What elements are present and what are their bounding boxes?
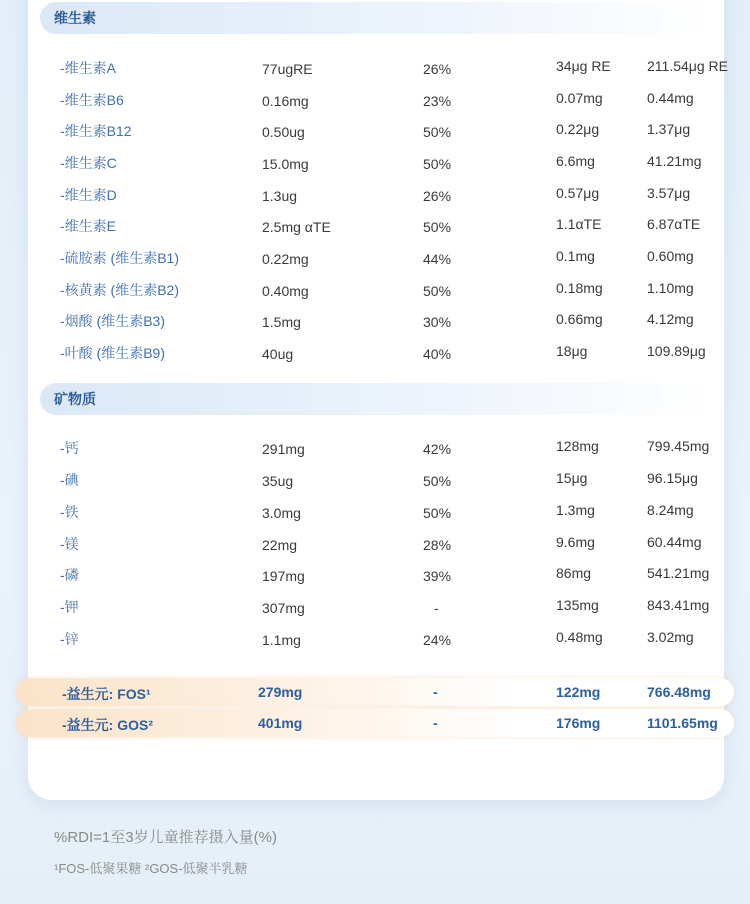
nutrient-name: -叶酸 (维生素B9) — [60, 345, 165, 361]
nutrient-value-1: 1.3mg — [556, 502, 595, 518]
nutrient-rdi-percent: - — [434, 600, 439, 616]
nutrient-rdi-percent: - — [433, 715, 438, 731]
table-row — [0, 597, 750, 621]
nutrient-value-1: 86mg — [556, 565, 592, 581]
nutrient-rdi-percent: 24% — [423, 632, 452, 648]
table-row — [0, 185, 750, 209]
nutrient-name: -益生元: GOS² — [62, 717, 153, 733]
nutrient-rdi-percent: 50% — [423, 505, 452, 521]
nutrient-value-2: 3.57μg — [647, 185, 691, 201]
table-row — [0, 280, 750, 304]
nutrient-value-2: 0.60mg — [647, 248, 694, 264]
nutrient-amount: 307mg — [262, 600, 305, 616]
nutrient-name: -烟酸 (维生素B3) — [60, 313, 165, 329]
nutrient-name: -维生素D — [60, 187, 117, 203]
table-row — [0, 248, 750, 272]
minerals-section-header — [40, 383, 716, 415]
nutrient-value-1: 135mg — [556, 597, 599, 613]
nutrient-value-1: 0.18mg — [556, 280, 603, 296]
nutrient-name: -锌 — [60, 631, 79, 647]
table-row — [0, 629, 750, 653]
nutrient-name: -钙 — [60, 440, 79, 456]
nutrient-amount: 0.22mg — [262, 251, 309, 267]
nutrient-name: -铁 — [60, 504, 79, 520]
nutrient-name: -维生素B12 — [60, 123, 132, 139]
nutrient-amount: 279mg — [258, 684, 303, 700]
nutrient-value-1: 34μg RE — [556, 58, 611, 74]
nutrient-value-1: 18μg — [556, 343, 588, 359]
nutrient-amount: 0.40mg — [262, 283, 309, 299]
prebiotic-row-gos — [0, 709, 750, 737]
nutrient-rdi-percent: 30% — [423, 314, 452, 330]
nutrient-rdi-percent: 26% — [423, 188, 452, 204]
nutrient-amount: 0.16mg — [262, 93, 309, 109]
nutrient-name: -碘 — [60, 472, 79, 488]
nutrient-name: -维生素E — [60, 218, 116, 234]
nutrient-value-1: 122mg — [556, 684, 601, 700]
nutrient-value-2: 211.54μg RE — [647, 58, 728, 74]
nutrient-value-1: 1.1αTE — [556, 216, 602, 232]
nutrient-amount: 291mg — [262, 441, 305, 457]
nutrient-value-2: 60.44mg — [647, 534, 702, 550]
nutrient-amount: 197mg — [262, 568, 305, 584]
nutrient-value-2: 4.12mg — [647, 311, 694, 327]
table-row — [0, 470, 750, 494]
nutrient-value-2: 3.02mg — [647, 629, 694, 645]
nutrient-value-2: 843.41mg — [647, 597, 710, 613]
nutrient-value-2: 41.21mg — [647, 153, 702, 169]
nutrient-rdi-percent: 26% — [423, 61, 452, 77]
table-row — [0, 565, 750, 589]
nutrient-value-1: 0.48mg — [556, 629, 603, 645]
nutrient-name: -钾 — [60, 599, 79, 615]
nutrient-value-2: 541.21mg — [647, 565, 710, 581]
nutrient-value-2: 766.48mg — [647, 684, 711, 700]
nutrient-name: -硫胺素 (维生素B1) — [60, 250, 179, 266]
nutrient-rdi-percent: 50% — [423, 124, 452, 140]
table-row — [0, 90, 750, 114]
table-row — [0, 153, 750, 177]
abbreviation-footnote: ¹FOS-低聚果糖 ²GOS-低聚半乳糖 — [54, 861, 248, 876]
nutrient-name: -维生素B6 — [60, 92, 124, 108]
nutrient-value-1: 128mg — [556, 438, 599, 454]
vitamins-section-title: 维生素 — [54, 10, 96, 26]
nutrient-value-2: 799.45mg — [647, 438, 710, 454]
nutrient-amount: 1.5mg — [262, 314, 301, 330]
nutrient-value-2: 1.37μg — [647, 121, 691, 137]
nutrient-amount: 0.50ug — [262, 124, 305, 140]
nutrient-rdi-percent: 50% — [423, 219, 452, 235]
nutrient-value-1: 0.1mg — [556, 248, 595, 264]
nutrient-value-2: 1.10mg — [647, 280, 694, 296]
rdi-footnote: %RDI=1至3岁儿童推荐摄入量(%) — [54, 829, 277, 846]
nutrient-rdi-percent: - — [433, 684, 438, 700]
nutrient-name: -维生素C — [60, 155, 117, 171]
nutrient-rdi-percent: 50% — [423, 283, 452, 299]
table-row — [0, 311, 750, 335]
table-row — [0, 534, 750, 558]
nutrient-name: -镁 — [60, 536, 79, 552]
nutrient-value-1: 9.6mg — [556, 534, 595, 550]
nutrient-amount: 40ug — [262, 346, 294, 362]
nutrient-name: -维生素A — [60, 60, 116, 76]
table-row — [0, 343, 750, 367]
nutrient-amount: 35ug — [262, 473, 294, 489]
nutrient-value-1: 0.57μg — [556, 185, 600, 201]
table-row — [0, 121, 750, 145]
table-row — [0, 438, 750, 462]
nutrient-rdi-percent: 50% — [423, 473, 452, 489]
nutrient-amount: 401mg — [258, 715, 303, 731]
nutrient-name: -益生元: FOS¹ — [62, 686, 151, 702]
nutrient-value-2: 109.89μg — [647, 343, 706, 359]
nutrient-amount: 77ugRE — [262, 61, 313, 77]
nutrient-name: -核黄素 (维生素B2) — [60, 282, 179, 298]
nutrient-rdi-percent: 40% — [423, 346, 452, 362]
nutrient-amount: 2.5mg αTE — [262, 219, 331, 235]
nutrient-rdi-percent: 39% — [423, 568, 452, 584]
nutrient-value-2: 8.24mg — [647, 502, 694, 518]
vitamins-section-header — [40, 2, 716, 34]
prebiotic-row-fos — [0, 678, 750, 706]
nutrient-rdi-percent: 42% — [423, 441, 452, 457]
nutrient-rdi-percent: 44% — [423, 251, 452, 267]
nutrient-value-1: 15μg — [556, 470, 588, 486]
nutrient-amount: 3.0mg — [262, 505, 301, 521]
nutrient-value-1: 176mg — [556, 715, 601, 731]
nutrient-amount: 1.1mg — [262, 632, 301, 648]
table-row — [0, 502, 750, 526]
nutrient-amount: 15.0mg — [262, 156, 309, 172]
nutrient-rdi-percent: 28% — [423, 537, 452, 553]
nutrient-name: -磷 — [60, 567, 79, 583]
table-row — [0, 216, 750, 240]
nutrient-value-2: 1101.65mg — [647, 715, 718, 731]
minerals-section-title: 矿物质 — [54, 391, 96, 407]
nutrient-amount: 1.3ug — [262, 188, 298, 204]
table-row — [0, 58, 750, 82]
nutrient-value-2: 6.87αTE — [647, 216, 701, 232]
nutrient-value-1: 0.66mg — [556, 311, 603, 327]
nutrient-rdi-percent: 50% — [423, 156, 452, 172]
nutrient-value-2: 96.15μg — [647, 470, 698, 486]
nutrient-value-1: 6.6mg — [556, 153, 595, 169]
nutrient-value-1: 0.22μg — [556, 121, 600, 137]
nutrient-value-2: 0.44mg — [647, 90, 694, 106]
nutrient-value-1: 0.07mg — [556, 90, 603, 106]
nutrient-amount: 22mg — [262, 537, 298, 553]
nutrient-rdi-percent: 23% — [423, 93, 452, 109]
